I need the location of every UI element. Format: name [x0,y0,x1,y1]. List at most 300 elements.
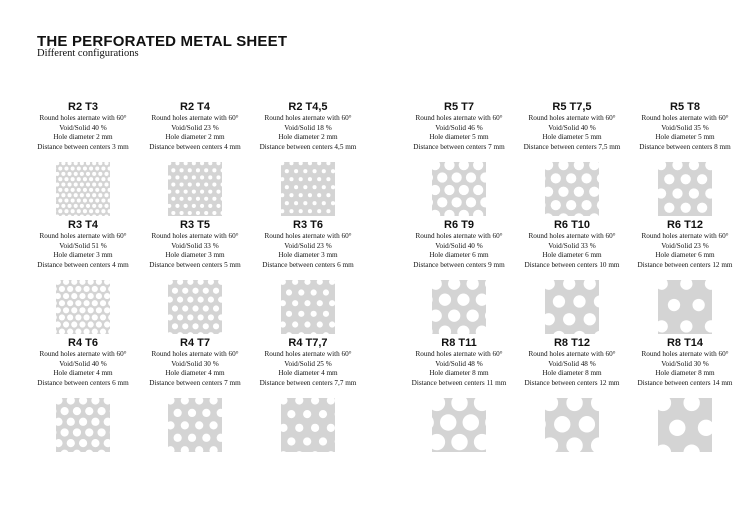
perforation-hole [104,204,108,208]
perforation-swatch [56,398,110,452]
void-solid-ratio: Void/Solid 40 % [548,123,596,132]
perforation-hole [182,306,188,312]
perforation-hole [573,296,585,308]
perforation-hole [672,189,682,199]
perforation-hole [204,197,208,201]
perforation-hole [68,204,72,208]
perforation-hole [71,210,75,214]
perforation-hole [574,187,584,197]
hole-diameter: Hole diameter 4 mm [53,369,113,378]
perforation-hole [697,203,707,213]
perforation-hole [303,410,311,418]
perforation-hole [91,439,99,447]
pattern-description: Round holes aternate with 60° [528,114,616,122]
perforation-hole [172,324,178,330]
pattern-card [28,101,138,216]
perforation-hole [95,167,99,171]
perforation-hole [579,416,595,432]
center-distance: Distance between centers 7,5 mm [523,142,621,151]
perforation-swatch [545,398,599,452]
perforation-hole [200,176,204,180]
perforation-hole [171,183,175,187]
pattern-code: R5 T8 [670,101,700,113]
perforation-hole [452,198,462,208]
perforation-hole [192,190,196,194]
perforation-hole [89,210,93,214]
perforation-hole [79,439,87,447]
sheet-background [281,162,335,216]
perforation-hole [313,202,317,206]
perforation-hole [92,315,98,321]
perforation-hole [74,172,78,176]
perforation-hole [208,176,212,180]
pattern-description: Round holes aternate with 60° [641,350,729,358]
perforation-hole [558,187,568,197]
perforation-swatch [545,162,599,216]
pattern-code: R8 T14 [666,337,704,349]
perforation-hole [311,424,319,432]
perforation-hole [198,297,204,303]
perforation-hole [180,197,184,201]
hole-diameter: Hole diameter 5 mm [542,133,602,142]
perforation-swatch [432,162,486,216]
perforation-hole [184,204,188,208]
perforation-hole [200,204,204,208]
hole-diameter: Hole diameter 4 mm [278,369,338,378]
perforation-hole [298,311,304,317]
perforation-hole [86,172,90,176]
pattern-code: R5 T7,5 [552,101,592,113]
perforation-hole [83,178,87,182]
perforation-hole [208,315,214,321]
pattern-code: R4 T7,7 [288,337,328,349]
perforation-hole [96,322,102,328]
perforation-hole [208,204,212,208]
perforation-swatch [168,398,222,452]
pattern-description: Round holes aternate with 60° [39,114,127,122]
perforation-hole [204,183,208,187]
pattern-card [630,337,740,452]
perforation-hole [100,300,106,306]
perforation-swatch [281,398,335,452]
perforation-hole [192,306,198,312]
perforation-hole [61,204,65,208]
center-distance: Distance between centers 5 mm [149,260,241,269]
perforation-hole [61,429,69,437]
perforation-hole [213,288,219,294]
perforation-hole [58,210,62,214]
perforation-hole [473,185,483,195]
perforation-hole [212,183,216,187]
perforation-hole [566,200,576,210]
perforation-hole [327,424,335,432]
pattern-code: R2 T4 [180,101,210,113]
pattern-card [404,337,514,452]
perforation-swatch [281,162,335,216]
pattern-code: R3 T5 [180,219,210,231]
perforation-hole [71,199,75,203]
perforation-hole [200,190,204,194]
perforation-hole [89,178,93,182]
perforation-hole [104,293,110,299]
pattern-card [630,219,740,334]
perforation-hole [64,188,68,192]
perforation-hole [203,324,209,330]
center-distance: Distance between centers 9 mm [413,260,505,269]
perforation-hole [92,300,98,306]
pattern-card [404,101,514,216]
perforation-hole [589,187,599,197]
perforation-hole [71,322,77,328]
perforation-hole [311,311,317,317]
perforation-hole [202,409,210,417]
void-solid-ratio: Void/Solid 23 % [171,123,219,132]
perforation-hole [299,194,303,198]
perforation-hole [451,434,467,450]
perforation-hole [329,322,335,328]
hole-diameter: Hole diameter 3 mm [278,251,338,260]
pattern-card [253,101,363,216]
page-subtitle: Different configurations [37,48,139,59]
center-distance: Distance between centers 7,7 mm [259,378,357,387]
perforation-hole [101,210,105,214]
perforation-hole [58,167,62,171]
perforation-hole [294,170,298,174]
perforation-hole [204,169,208,173]
perforation-hole [182,288,188,294]
hole-diameter: Hole diameter 4 mm [165,369,225,378]
perforation-hole [294,186,298,190]
pattern-description: Round holes aternate with 60° [151,232,239,240]
perforation-hole [73,429,81,437]
perforation-hole [92,286,98,292]
perforation-hole [83,210,87,214]
perforation-hole [668,299,680,311]
perforation-hole [208,297,214,303]
perforation-hole [79,293,85,299]
perforation-hole [299,178,303,182]
perforation-hole [192,324,198,330]
pattern-description: Round holes aternate with 60° [641,114,729,122]
perforation-hole [98,172,102,176]
perforation-hole [692,299,704,311]
perforation-hole [681,175,691,185]
perforation-hole [313,170,317,174]
perforation-hole [317,178,321,182]
pattern-description: Round holes aternate with 60° [151,350,239,358]
void-solid-ratio: Void/Solid 18 % [284,123,332,132]
perforation-hole [85,429,93,437]
perforation-hole [196,183,200,187]
pattern-card [253,337,363,452]
hole-diameter: Hole diameter 8 mm [655,369,715,378]
perforation-hole [84,300,90,306]
perforation-hole [289,210,293,214]
pattern-description: Round holes aternate with 60° [415,114,503,122]
perforation-hole [303,438,311,446]
perforation-hole [171,211,175,215]
perforation-hole [551,200,561,210]
perforation-hole [171,169,175,173]
perforation-hole [292,300,298,306]
perforation-hole [319,438,327,446]
perforation-hole [326,194,330,198]
perforation-hole [457,294,469,306]
perforation-hole [689,189,699,199]
perforation-hole [181,422,189,430]
pattern-card [517,337,627,452]
perforation-hole [203,306,209,312]
perforation-hole [216,190,220,194]
perforation-hole [89,167,93,171]
perforation-hole [83,199,87,203]
perforation-hole [322,170,326,174]
perforation-hole [192,204,196,208]
perforation-hole [98,183,102,187]
hole-diameter: Hole diameter 6 mm [655,251,715,260]
hole-diameter: Hole diameter 8 mm [542,369,602,378]
perforation-hole [177,315,183,321]
perforation-hole [466,198,476,208]
pattern-card [630,101,740,216]
perforation-hole [92,172,96,176]
perforation-hole [77,188,81,192]
pattern-description: Round holes aternate with 60° [641,232,729,240]
perforation-hole [180,183,184,187]
pattern-card [28,219,138,334]
perforation-hole [182,324,188,330]
perforation-hole [298,290,304,296]
perforation-hole [202,434,210,442]
void-solid-ratio: Void/Solid 25 % [284,359,332,368]
perforation-hole [319,410,327,418]
perforation-hole [68,194,72,198]
perforation-hole [71,293,77,299]
perforation-hole [308,210,312,214]
perforation-swatch [545,280,599,334]
perforation-hole [439,294,451,306]
center-distance: Distance between centers 7 mm [149,378,241,387]
perforation-hole [83,188,87,192]
perforation-hole [59,286,65,292]
perforation-hole [554,416,570,432]
perforation-hole [71,308,77,314]
hole-diameter: Hole diameter 5 mm [429,133,489,142]
perforation-hole [88,322,94,328]
perforation-hole [63,322,69,328]
pattern-card [140,219,250,334]
void-solid-ratio: Void/Solid 35 % [661,123,709,132]
hole-diameter: Hole diameter 8 mm [429,369,489,378]
perforation-hole [331,170,335,174]
center-distance: Distance between centers 3 mm [37,142,129,151]
void-solid-ratio: Void/Solid 23 % [661,241,709,250]
perforation-hole [308,178,312,182]
perforation-hole [64,167,68,171]
perforation-hole [68,172,72,176]
perforation-hole [64,199,68,203]
void-solid-ratio: Void/Solid 33 % [171,241,219,250]
perforation-hole [71,188,75,192]
perforation-hole [440,415,456,431]
perforation-hole [86,194,90,198]
center-distance: Distance between centers 6 mm [262,260,354,269]
perforation-hole [104,322,110,328]
perforation-swatch [658,162,712,216]
perforation-hole [187,297,193,303]
void-solid-ratio: Void/Solid 40 % [59,359,107,368]
perforation-hole [97,429,105,437]
perforation-hole [59,315,65,321]
perforation-hole [174,434,182,442]
perforation-hole [208,190,212,194]
perforation-hole [58,188,62,192]
perforation-hole [77,210,81,214]
perforation-hole [184,176,188,180]
perforation-hole [97,407,105,415]
void-solid-ratio: Void/Solid 33 % [548,241,596,250]
perforation-hole [77,199,81,203]
perforation-hole [192,176,196,180]
perforation-hole [326,210,330,214]
perforation-hole [67,418,75,426]
perforation-hole [104,172,108,176]
perforation-hole [323,290,329,296]
perforation-hole [98,194,102,198]
perforation-hole [84,315,90,321]
perforation-hole [74,194,78,198]
perforation-hole [303,202,307,206]
perforation-hole [61,183,65,187]
perforation-hole [58,199,62,203]
hole-diameter: Hole diameter 2 mm [278,133,338,142]
perforation-hole [212,211,216,215]
perforation-hole [212,197,216,201]
pattern-code: R4 T6 [68,337,98,349]
center-distance: Distance between centers 4 mm [149,142,241,151]
perforation-hole [295,424,303,432]
perforation-hole [286,311,292,317]
perforation-hole [92,194,96,198]
perforation-hole [326,178,330,182]
perforation-hole [187,315,193,321]
void-solid-ratio: Void/Solid 51 % [59,241,107,250]
perforation-swatch [658,280,712,334]
perforation-hole [697,175,707,185]
pattern-description: Round holes aternate with 60° [264,350,352,358]
perforation-hole [188,211,192,215]
perforation-hole [184,190,188,194]
perforation-hole [77,178,81,182]
pattern-code: R3 T4 [68,219,98,231]
perforation-hole [323,311,329,317]
perforation-hole [196,169,200,173]
perforation-hole [664,175,674,185]
perforation-hole [180,169,184,173]
void-solid-ratio: Void/Solid 30 % [171,359,219,368]
perforation-swatch [658,398,712,452]
perforation-hole [71,167,75,171]
perforation-hole [64,210,68,214]
page-title: THE PERFORATED METAL SHEET [37,33,288,50]
center-distance: Distance between centers 6 mm [37,378,129,387]
perforation-hole [212,169,216,173]
pattern-card [28,337,138,452]
perforation-hole [196,197,200,201]
perforation-hole [203,288,209,294]
perforation-hole [100,286,106,292]
perforation-hole [104,194,108,198]
perforation-hole [83,167,87,171]
void-solid-ratio: Void/Solid 23 % [284,241,332,250]
perforation-hole [175,176,179,180]
perforation-hole [287,438,295,446]
perforation-hole [304,300,310,306]
perforation-hole [195,422,203,430]
perforation-hole [317,194,321,198]
pattern-code: R2 T4,5 [288,101,328,113]
perforation-hole [73,407,81,415]
center-distance: Distance between centers 7 mm [413,142,505,151]
perforation-hole [289,194,293,198]
perforation-hole [92,183,96,187]
perforation-hole [63,308,69,314]
perforation-hole [466,310,478,322]
perforation-hole [96,293,102,299]
pattern-card [517,101,627,216]
perforation-hole [292,322,298,328]
perforation-hole [95,188,99,192]
pattern-description: Round holes aternate with 60° [415,232,503,240]
perforation-hole [80,183,84,187]
perforation-hole [669,420,685,436]
perforation-swatch [56,280,110,334]
perforation-swatch [168,280,222,334]
perforation-hole [437,198,447,208]
perforation-hole [466,173,476,183]
perforation-hole [216,204,220,208]
perforation-hole [58,178,62,182]
perforation-hole [664,203,674,213]
perforation-hole [79,322,85,328]
perforation-hole [213,324,219,330]
perforation-hole [196,211,200,215]
perforation-hole [437,173,447,183]
perforation-hole [67,286,73,292]
perforation-hole [67,300,73,306]
perforation-hole [101,167,105,171]
perforation-hole [77,167,81,171]
pattern-code: R4 T7 [180,337,210,349]
perforation-hole [188,197,192,201]
perforation-hole [317,322,323,328]
pattern-code: R5 T7 [444,101,474,113]
perforation-hole [75,315,81,321]
perforation-hole [581,200,591,210]
center-distance: Distance between centers 14 mm [637,378,733,387]
perforation-hole [104,183,108,187]
perforation-hole [463,415,479,431]
perforation-hole [681,203,691,213]
center-distance: Distance between centers 12 mm [524,378,620,387]
perforation-hole [204,211,208,215]
perforation-hole [188,434,196,442]
perforation-hole [86,204,90,208]
perforation-hole [101,188,105,192]
perforation-hole [98,204,102,208]
perforation-hole [89,188,93,192]
perforation-hole [285,186,289,190]
